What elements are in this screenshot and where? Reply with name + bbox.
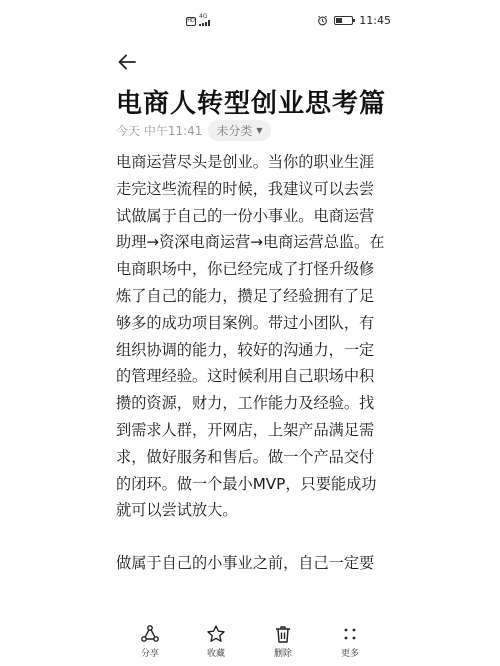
delete-label: 删除 (273, 649, 292, 659)
bottom-toolbar (0, 620, 500, 666)
caret-down-icon: ▼ (256, 126, 263, 135)
status-bar (0, 0, 500, 44)
category-dropdown[interactable] (208, 120, 270, 141)
more-button[interactable] (320, 624, 380, 659)
favorite-label: 收藏 (206, 649, 225, 659)
star-icon (206, 624, 226, 644)
status-network-group (186, 14, 210, 26)
trash-icon (273, 624, 293, 644)
network-type-label: 4G (199, 13, 208, 20)
share-button[interactable] (120, 624, 180, 659)
battery-icon (334, 16, 353, 25)
share-label: 分享 (140, 649, 159, 659)
signal-icon (199, 14, 210, 26)
status-time: 11:45 (359, 14, 391, 27)
category-label: 未分类 (216, 124, 253, 138)
back-arrow-icon[interactable] (116, 51, 138, 73)
article-body (116, 149, 386, 577)
article-date: 今天 中午11:41 (116, 124, 203, 138)
article-paragraph: 做属于自己的小事业之前，自己一定要 (116, 554, 375, 573)
status-right-group (317, 14, 391, 27)
favorite-button[interactable] (186, 624, 246, 659)
article-meta (116, 120, 271, 141)
share-icon (140, 624, 160, 644)
hd-sim-icon: HD (187, 18, 195, 24)
page-title: 电商人转型创业思考篇 (116, 89, 387, 119)
more-label: 更多 (340, 649, 359, 659)
more-dots-icon (340, 624, 360, 644)
delete-button[interactable] (253, 624, 313, 659)
article-paragraph: 电商运营尽头是创业。当你的职业生涯走完这些流程的时候，我建议可以去尝试做属于自己的一份小事业。电商运营助理→资深电商运营→电商运营总监。在电商职场中，你已经完成了打怪升级修炼了自己的能力，攒足了经验拥有了足够多的成功项目案例。带过小团队，有组织协调的能力，较好的沟通力，一定的管理经验。这时候利用自己职场中积攒的资源，财力，工作能力及经验。找到需求人群，开网店，上架产品满足需求，做好服务和售后。做一个产品交付的闭环。做一个最小MVP，只要能成功就可以尝试放大。 (116, 153, 385, 520)
alarm-icon (317, 15, 328, 26)
